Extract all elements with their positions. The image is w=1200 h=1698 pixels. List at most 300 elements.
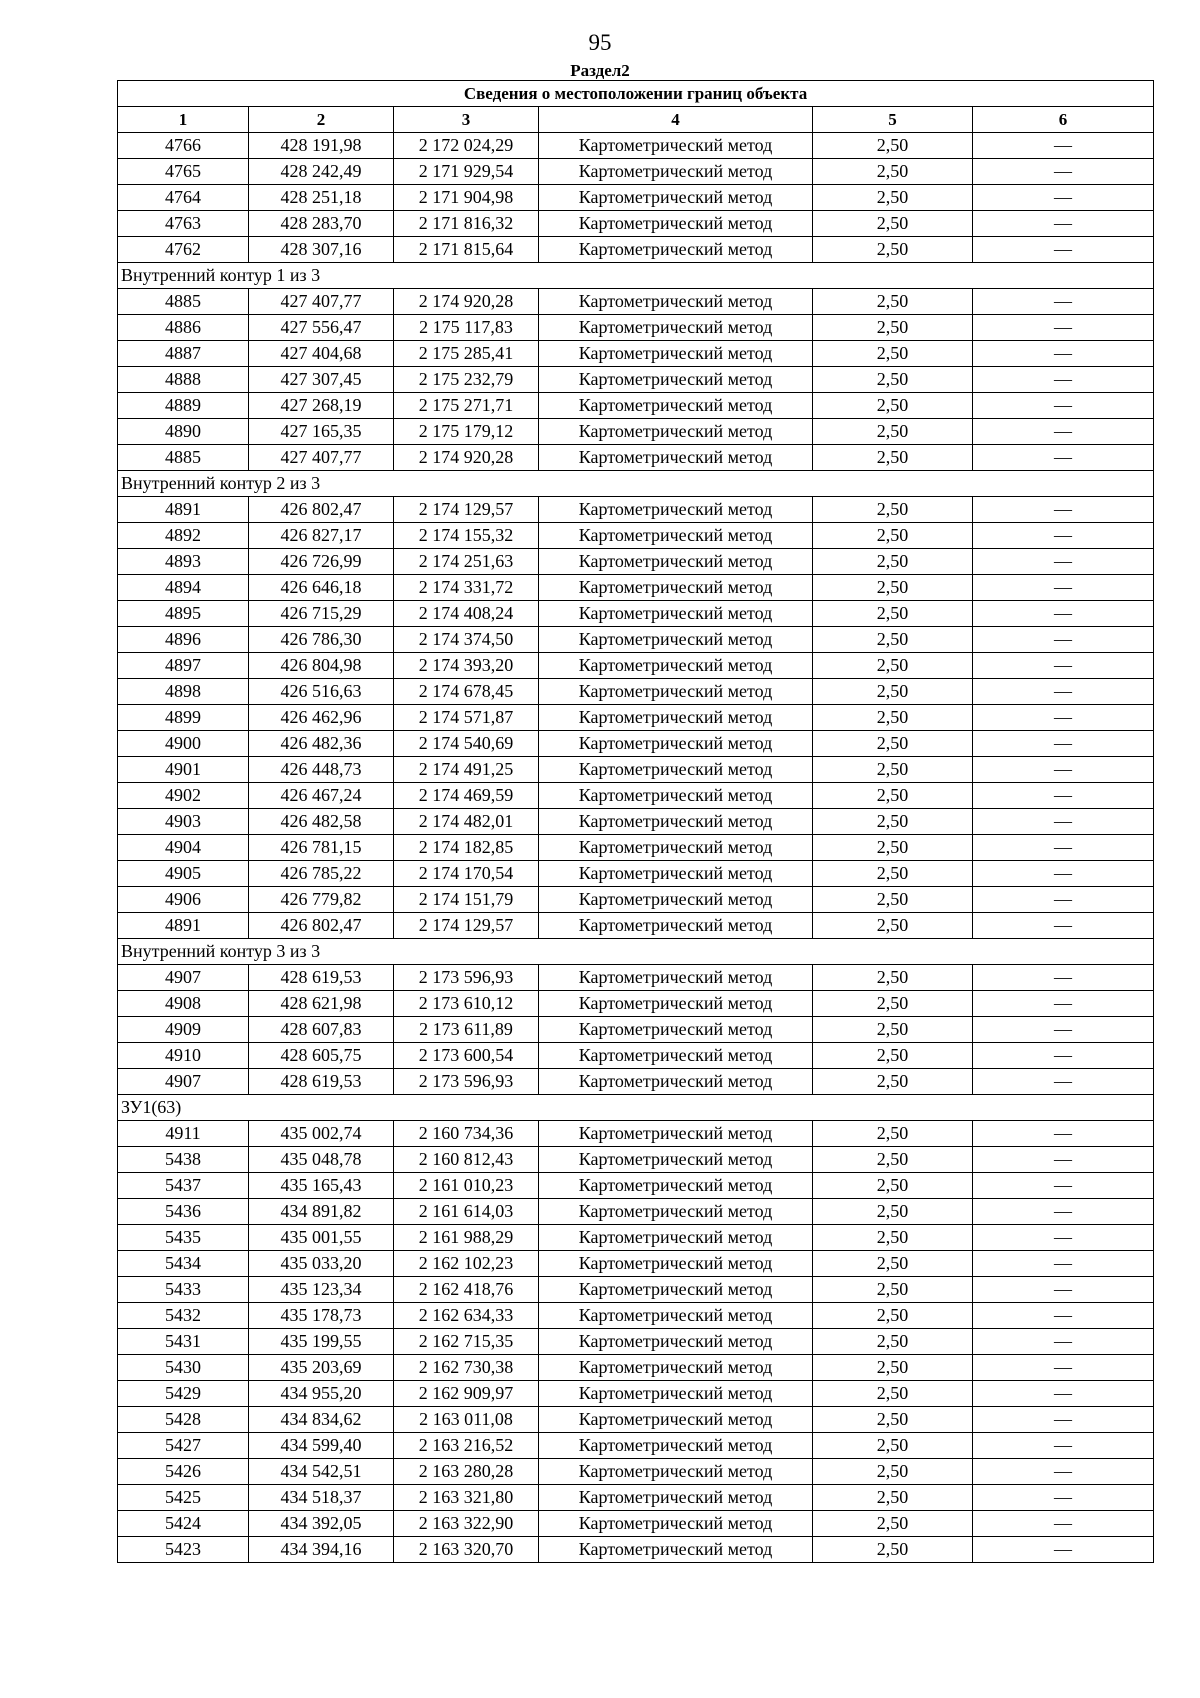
description-cell: — xyxy=(973,523,1154,549)
point-number-cell: 5423 xyxy=(118,1537,249,1563)
table-row xyxy=(118,211,1154,237)
coord-y-cell: 2 174 408,24 xyxy=(394,601,539,627)
point-number-cell: 4898 xyxy=(118,679,249,705)
coord-x-cell: 428 621,98 xyxy=(249,991,394,1017)
coord-x-cell: 434 955,20 xyxy=(249,1381,394,1407)
table-row xyxy=(118,497,1154,523)
coord-x-cell: 426 448,73 xyxy=(249,757,394,783)
description-cell: — xyxy=(973,1303,1154,1329)
coord-x-cell: 435 002,74 xyxy=(249,1121,394,1147)
accuracy-cell: 2,50 xyxy=(813,1147,973,1173)
coord-y-cell: 2 162 102,23 xyxy=(394,1251,539,1277)
accuracy-cell: 2,50 xyxy=(813,185,973,211)
description-cell: — xyxy=(973,783,1154,809)
coord-y-cell: 2 174 571,87 xyxy=(394,705,539,731)
point-number-cell: 4903 xyxy=(118,809,249,835)
coord-y-cell: 2 172 024,29 xyxy=(394,133,539,159)
point-number-cell: 4890 xyxy=(118,419,249,445)
contour-row xyxy=(118,939,1154,965)
point-number-cell: 4897 xyxy=(118,653,249,679)
description-cell: — xyxy=(973,1225,1154,1251)
table-row xyxy=(118,887,1154,913)
method-cell: Картометрический метод xyxy=(539,393,813,419)
coord-y-cell: 2 174 331,72 xyxy=(394,575,539,601)
coord-x-cell: 428 619,53 xyxy=(249,965,394,991)
table-row xyxy=(118,965,1154,991)
method-cell: Картометрический метод xyxy=(539,315,813,341)
method-cell: Картометрический метод xyxy=(539,731,813,757)
accuracy-cell: 2,50 xyxy=(813,835,973,861)
accuracy-cell: 2,50 xyxy=(813,549,973,575)
description-cell: — xyxy=(973,1329,1154,1355)
method-cell: Картометрический метод xyxy=(539,783,813,809)
column-header: 6 xyxy=(973,107,1154,133)
method-cell: Картометрический метод xyxy=(539,835,813,861)
method-cell: Картометрический метод xyxy=(539,1017,813,1043)
description-cell: — xyxy=(973,1251,1154,1277)
column-header: 1 xyxy=(118,107,249,133)
point-number-cell: 5424 xyxy=(118,1511,249,1537)
contour-label: Внутренний контур 3 из 3 xyxy=(118,939,1154,965)
coord-y-cell: 2 171 929,54 xyxy=(394,159,539,185)
accuracy-cell: 2,50 xyxy=(813,731,973,757)
table-row xyxy=(118,575,1154,601)
coord-x-cell: 434 599,40 xyxy=(249,1433,394,1459)
accuracy-cell: 2,50 xyxy=(813,419,973,445)
coord-y-cell: 2 161 010,23 xyxy=(394,1173,539,1199)
point-number-cell: 5429 xyxy=(118,1381,249,1407)
table-row xyxy=(118,679,1154,705)
point-number-cell: 5437 xyxy=(118,1173,249,1199)
point-number-cell: 4911 xyxy=(118,1121,249,1147)
method-cell: Картометрический метод xyxy=(539,1355,813,1381)
description-cell: — xyxy=(973,653,1154,679)
coord-x-cell: 428 283,70 xyxy=(249,211,394,237)
coord-x-cell: 435 033,20 xyxy=(249,1251,394,1277)
accuracy-cell: 2,50 xyxy=(813,523,973,549)
table-row xyxy=(118,783,1154,809)
description-cell: — xyxy=(973,601,1154,627)
coord-y-cell: 2 174 182,85 xyxy=(394,835,539,861)
table-row xyxy=(118,1043,1154,1069)
point-number-cell: 5434 xyxy=(118,1251,249,1277)
coord-y-cell: 2 174 482,01 xyxy=(394,809,539,835)
method-cell: Картометрический метод xyxy=(539,627,813,653)
accuracy-cell: 2,50 xyxy=(813,289,973,315)
accuracy-cell: 2,50 xyxy=(813,913,973,939)
contour-label: Внутренний контур 2 из 3 xyxy=(118,471,1154,497)
method-cell: Картометрический метод xyxy=(539,1459,813,1485)
method-cell: Картометрический метод xyxy=(539,1147,813,1173)
point-number-cell: 4896 xyxy=(118,627,249,653)
accuracy-cell: 2,50 xyxy=(813,965,973,991)
description-cell: — xyxy=(973,679,1154,705)
point-number-cell: 4766 xyxy=(118,133,249,159)
method-cell: Картометрический метод xyxy=(539,1251,813,1277)
point-number-cell: 4907 xyxy=(118,1069,249,1095)
coord-y-cell: 2 174 491,25 xyxy=(394,757,539,783)
method-cell: Картометрический метод xyxy=(539,211,813,237)
description-cell: — xyxy=(973,1277,1154,1303)
accuracy-cell: 2,50 xyxy=(813,315,973,341)
table-row xyxy=(118,1329,1154,1355)
point-number-cell: 4893 xyxy=(118,549,249,575)
table-row xyxy=(118,159,1154,185)
coord-x-cell: 426 804,98 xyxy=(249,653,394,679)
method-cell: Картометрический метод xyxy=(539,1537,813,1563)
description-cell: — xyxy=(973,731,1154,757)
coord-x-cell: 428 307,16 xyxy=(249,237,394,263)
coord-y-cell: 2 174 251,63 xyxy=(394,549,539,575)
coord-y-cell: 2 174 469,59 xyxy=(394,783,539,809)
accuracy-cell: 2,50 xyxy=(813,211,973,237)
method-cell: Картометрический метод xyxy=(539,159,813,185)
table-row xyxy=(118,185,1154,211)
contour-label: Внутренний контур 1 из 3 xyxy=(118,263,1154,289)
coord-y-cell: 2 173 610,12 xyxy=(394,991,539,1017)
description-cell: — xyxy=(973,159,1154,185)
coord-x-cell: 426 827,17 xyxy=(249,523,394,549)
method-cell: Картометрический метод xyxy=(539,1043,813,1069)
coord-x-cell: 428 607,83 xyxy=(249,1017,394,1043)
table-row xyxy=(118,913,1154,939)
coord-x-cell: 434 392,05 xyxy=(249,1511,394,1537)
coord-x-cell: 426 779,82 xyxy=(249,887,394,913)
table-row xyxy=(118,289,1154,315)
coord-y-cell: 2 163 321,80 xyxy=(394,1485,539,1511)
column-header: 3 xyxy=(394,107,539,133)
accuracy-cell: 2,50 xyxy=(813,705,973,731)
method-cell: Картометрический метод xyxy=(539,341,813,367)
description-cell: — xyxy=(973,1459,1154,1485)
accuracy-cell: 2,50 xyxy=(813,1303,973,1329)
method-cell: Картометрический метод xyxy=(539,575,813,601)
point-number-cell: 5431 xyxy=(118,1329,249,1355)
table-row xyxy=(118,1173,1154,1199)
method-cell: Картометрический метод xyxy=(539,497,813,523)
method-cell: Картометрический метод xyxy=(539,653,813,679)
coord-y-cell: 2 171 904,98 xyxy=(394,185,539,211)
point-number-cell: 5430 xyxy=(118,1355,249,1381)
method-cell: Картометрический метод xyxy=(539,705,813,731)
coord-x-cell: 426 726,99 xyxy=(249,549,394,575)
point-number-cell: 4908 xyxy=(118,991,249,1017)
method-cell: Картометрический метод xyxy=(539,861,813,887)
method-cell: Картометрический метод xyxy=(539,1173,813,1199)
point-number-cell: 5432 xyxy=(118,1303,249,1329)
table-row xyxy=(118,731,1154,757)
description-cell: — xyxy=(973,809,1154,835)
table-row xyxy=(118,705,1154,731)
table-row xyxy=(118,1303,1154,1329)
accuracy-cell: 2,50 xyxy=(813,861,973,887)
accuracy-cell: 2,50 xyxy=(813,1121,973,1147)
boundary-table xyxy=(117,80,1154,1563)
coord-x-cell: 428 619,53 xyxy=(249,1069,394,1095)
method-cell: Картометрический метод xyxy=(539,809,813,835)
table-header-row xyxy=(118,107,1154,133)
accuracy-cell: 2,50 xyxy=(813,1069,973,1095)
coord-y-cell: 2 173 611,89 xyxy=(394,1017,539,1043)
accuracy-cell: 2,50 xyxy=(813,887,973,913)
page-number: 95 xyxy=(588,30,612,55)
accuracy-cell: 2,50 xyxy=(813,627,973,653)
method-cell: Картометрический метод xyxy=(539,1329,813,1355)
coord-y-cell: 2 162 909,97 xyxy=(394,1381,539,1407)
table-row xyxy=(118,1147,1154,1173)
point-number-cell: 5425 xyxy=(118,1485,249,1511)
coord-x-cell: 428 242,49 xyxy=(249,159,394,185)
coord-x-cell: 426 715,29 xyxy=(249,601,394,627)
table-row xyxy=(118,1277,1154,1303)
coord-x-cell: 435 178,73 xyxy=(249,1303,394,1329)
table-row xyxy=(118,393,1154,419)
accuracy-cell: 2,50 xyxy=(813,1537,973,1563)
point-number-cell: 4886 xyxy=(118,315,249,341)
method-cell: Картометрический метод xyxy=(539,601,813,627)
coord-x-cell: 426 785,22 xyxy=(249,861,394,887)
coord-y-cell: 2 174 129,57 xyxy=(394,497,539,523)
method-cell: Картометрический метод xyxy=(539,913,813,939)
table-row xyxy=(118,1121,1154,1147)
method-cell: Картометрический метод xyxy=(539,419,813,445)
method-cell: Картометрический метод xyxy=(539,1381,813,1407)
accuracy-cell: 2,50 xyxy=(813,1433,973,1459)
accuracy-cell: 2,50 xyxy=(813,1329,973,1355)
point-number-cell: 4909 xyxy=(118,1017,249,1043)
table-row xyxy=(118,1511,1154,1537)
description-cell: — xyxy=(973,367,1154,393)
coord-y-cell: 2 162 634,33 xyxy=(394,1303,539,1329)
coord-y-cell: 2 171 816,32 xyxy=(394,211,539,237)
table-row xyxy=(118,419,1154,445)
coord-x-cell: 434 394,16 xyxy=(249,1537,394,1563)
description-cell: — xyxy=(973,237,1154,263)
coord-x-cell: 427 407,77 xyxy=(249,445,394,471)
method-cell: Картометрический метод xyxy=(539,289,813,315)
accuracy-cell: 2,50 xyxy=(813,497,973,523)
description-cell: — xyxy=(973,1407,1154,1433)
method-cell: Картометрический метод xyxy=(539,1433,813,1459)
method-cell: Картометрический метод xyxy=(539,367,813,393)
description-cell: — xyxy=(973,315,1154,341)
coord-y-cell: 2 174 374,50 xyxy=(394,627,539,653)
coord-y-cell: 2 161 614,03 xyxy=(394,1199,539,1225)
coord-y-cell: 2 163 280,28 xyxy=(394,1459,539,1485)
method-cell: Картометрический метод xyxy=(539,445,813,471)
point-number-cell: 4902 xyxy=(118,783,249,809)
description-cell: — xyxy=(973,705,1154,731)
method-cell: Картометрический метод xyxy=(539,965,813,991)
coord-y-cell: 2 174 129,57 xyxy=(394,913,539,939)
point-number-cell: 4891 xyxy=(118,497,249,523)
table-row xyxy=(118,809,1154,835)
coord-x-cell: 427 268,19 xyxy=(249,393,394,419)
coord-y-cell: 2 174 151,79 xyxy=(394,887,539,913)
column-header: 2 xyxy=(249,107,394,133)
coord-x-cell: 435 123,34 xyxy=(249,1277,394,1303)
method-cell: Картометрический метод xyxy=(539,185,813,211)
description-cell: — xyxy=(973,1017,1154,1043)
point-number-cell: 4885 xyxy=(118,289,249,315)
table-row xyxy=(118,445,1154,471)
accuracy-cell: 2,50 xyxy=(813,237,973,263)
description-cell: — xyxy=(973,1537,1154,1563)
description-cell: — xyxy=(973,497,1154,523)
coord-x-cell: 427 404,68 xyxy=(249,341,394,367)
point-number-cell: 4892 xyxy=(118,523,249,549)
description-cell: — xyxy=(973,341,1154,367)
point-number-cell: 4887 xyxy=(118,341,249,367)
description-cell: — xyxy=(973,1511,1154,1537)
point-number-cell: 4763 xyxy=(118,211,249,237)
point-number-cell: 4895 xyxy=(118,601,249,627)
point-number-cell: 5438 xyxy=(118,1147,249,1173)
point-number-cell: 4888 xyxy=(118,367,249,393)
coord-y-cell: 2 163 216,52 xyxy=(394,1433,539,1459)
description-cell: — xyxy=(973,133,1154,159)
contour-row xyxy=(118,263,1154,289)
coord-y-cell: 2 174 920,28 xyxy=(394,445,539,471)
table-row xyxy=(118,1485,1154,1511)
accuracy-cell: 2,50 xyxy=(813,1485,973,1511)
coord-y-cell: 2 171 815,64 xyxy=(394,237,539,263)
coord-x-cell: 426 516,63 xyxy=(249,679,394,705)
coord-x-cell: 435 001,55 xyxy=(249,1225,394,1251)
table-row xyxy=(118,1537,1154,1563)
point-number-cell: 4889 xyxy=(118,393,249,419)
accuracy-cell: 2,50 xyxy=(813,1251,973,1277)
coord-x-cell: 427 307,45 xyxy=(249,367,394,393)
description-cell: — xyxy=(973,861,1154,887)
coord-x-cell: 434 834,62 xyxy=(249,1407,394,1433)
point-number-cell: 4894 xyxy=(118,575,249,601)
accuracy-cell: 2,50 xyxy=(813,393,973,419)
table-row xyxy=(118,601,1154,627)
coord-x-cell: 428 605,75 xyxy=(249,1043,394,1069)
point-number-cell: 4762 xyxy=(118,237,249,263)
accuracy-cell: 2,50 xyxy=(813,757,973,783)
method-cell: Картометрический метод xyxy=(539,757,813,783)
coord-x-cell: 426 467,24 xyxy=(249,783,394,809)
point-number-cell: 5433 xyxy=(118,1277,249,1303)
coord-x-cell: 426 646,18 xyxy=(249,575,394,601)
coord-y-cell: 2 174 678,45 xyxy=(394,679,539,705)
table-row xyxy=(118,835,1154,861)
method-cell: Картометрический метод xyxy=(539,133,813,159)
point-number-cell: 5428 xyxy=(118,1407,249,1433)
description-cell: — xyxy=(973,835,1154,861)
accuracy-cell: 2,50 xyxy=(813,1355,973,1381)
coord-x-cell: 426 482,36 xyxy=(249,731,394,757)
description-cell: — xyxy=(973,419,1154,445)
coord-y-cell: 2 162 730,38 xyxy=(394,1355,539,1381)
description-cell: — xyxy=(973,393,1154,419)
description-cell: — xyxy=(973,1355,1154,1381)
table-row xyxy=(118,1017,1154,1043)
table-row xyxy=(118,1433,1154,1459)
table-row xyxy=(118,315,1154,341)
accuracy-cell: 2,50 xyxy=(813,1407,973,1433)
point-number-cell: 4904 xyxy=(118,835,249,861)
table-row xyxy=(118,1355,1154,1381)
coord-x-cell: 427 165,35 xyxy=(249,419,394,445)
accuracy-cell: 2,50 xyxy=(813,1277,973,1303)
accuracy-cell: 2,50 xyxy=(813,679,973,705)
coord-y-cell: 2 163 011,08 xyxy=(394,1407,539,1433)
point-number-cell: 4764 xyxy=(118,185,249,211)
accuracy-cell: 2,50 xyxy=(813,1043,973,1069)
accuracy-cell: 2,50 xyxy=(813,133,973,159)
table-row xyxy=(118,237,1154,263)
description-cell: — xyxy=(973,913,1154,939)
point-number-cell: 5427 xyxy=(118,1433,249,1459)
accuracy-cell: 2,50 xyxy=(813,159,973,185)
accuracy-cell: 2,50 xyxy=(813,341,973,367)
coord-x-cell: 435 048,78 xyxy=(249,1147,394,1173)
description-cell: — xyxy=(973,1485,1154,1511)
accuracy-cell: 2,50 xyxy=(813,1199,973,1225)
table-row xyxy=(118,1069,1154,1095)
point-number-cell: 4901 xyxy=(118,757,249,783)
description-cell: — xyxy=(973,445,1154,471)
method-cell: Картометрический метод xyxy=(539,1303,813,1329)
method-cell: Картометрический метод xyxy=(539,523,813,549)
accuracy-cell: 2,50 xyxy=(813,445,973,471)
table-row xyxy=(118,653,1154,679)
contour-row xyxy=(118,471,1154,497)
description-cell: — xyxy=(973,1069,1154,1095)
method-cell: Картометрический метод xyxy=(539,1199,813,1225)
coord-x-cell: 426 802,47 xyxy=(249,497,394,523)
coord-x-cell: 428 191,98 xyxy=(249,133,394,159)
accuracy-cell: 2,50 xyxy=(813,1459,973,1485)
table-row xyxy=(118,1381,1154,1407)
column-header: 5 xyxy=(813,107,973,133)
coord-x-cell: 426 786,30 xyxy=(249,627,394,653)
table-row xyxy=(118,1225,1154,1251)
method-cell: Картометрический метод xyxy=(539,237,813,263)
point-number-cell: 4899 xyxy=(118,705,249,731)
coord-y-cell: 2 175 117,83 xyxy=(394,315,539,341)
accuracy-cell: 2,50 xyxy=(813,809,973,835)
accuracy-cell: 2,50 xyxy=(813,1511,973,1537)
method-cell: Картометрический метод xyxy=(539,1225,813,1251)
accuracy-cell: 2,50 xyxy=(813,1173,973,1199)
method-cell: Картометрический метод xyxy=(539,991,813,1017)
coord-y-cell: 2 174 155,32 xyxy=(394,523,539,549)
coord-y-cell: 2 174 540,69 xyxy=(394,731,539,757)
point-number-cell: 4900 xyxy=(118,731,249,757)
coord-x-cell: 426 482,58 xyxy=(249,809,394,835)
accuracy-cell: 2,50 xyxy=(813,1225,973,1251)
table-row xyxy=(118,991,1154,1017)
coord-y-cell: 2 174 393,20 xyxy=(394,653,539,679)
method-cell: Картометрический метод xyxy=(539,1121,813,1147)
coord-x-cell: 426 462,96 xyxy=(249,705,394,731)
point-number-cell: 5435 xyxy=(118,1225,249,1251)
coord-y-cell: 2 162 715,35 xyxy=(394,1329,539,1355)
accuracy-cell: 2,50 xyxy=(813,653,973,679)
description-cell: — xyxy=(973,549,1154,575)
coord-x-cell: 434 518,37 xyxy=(249,1485,394,1511)
accuracy-cell: 2,50 xyxy=(813,1017,973,1043)
coord-y-cell: 2 173 600,54 xyxy=(394,1043,539,1069)
accuracy-cell: 2,50 xyxy=(813,1381,973,1407)
method-cell: Картометрический метод xyxy=(539,887,813,913)
coord-y-cell: 2 160 734,36 xyxy=(394,1121,539,1147)
section-title: Раздел2 xyxy=(570,61,630,80)
